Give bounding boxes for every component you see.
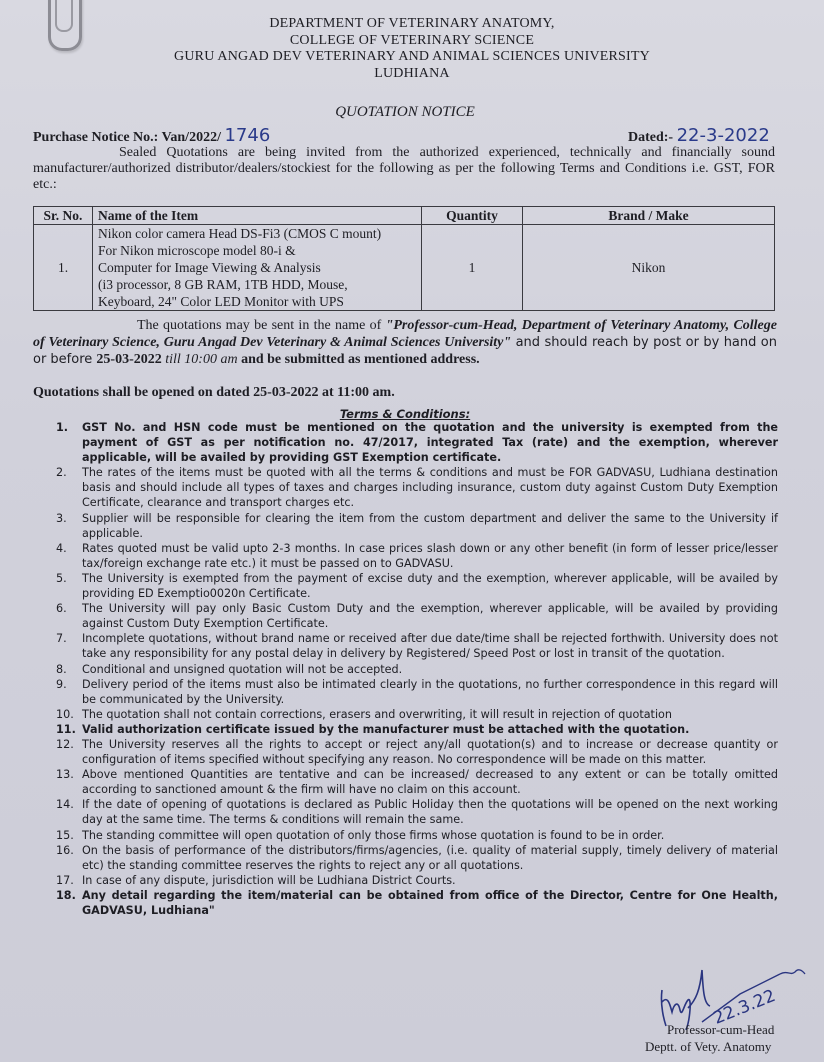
signatory-department: Deptt. of Vety. Anatomy xyxy=(645,1039,772,1054)
term-item xyxy=(56,420,778,465)
table-row xyxy=(34,225,775,311)
term-number: 10. xyxy=(56,707,74,721)
term-text: Rates quoted must be valid upto 2-3 months. In case prices slash down or any other benefit (in form of lesser price/lesser tax/foreign exchange rate etc.) it must be passed on to GADVASU. xyxy=(82,541,778,570)
letterhead xyxy=(0,16,824,82)
item-line: Nikon color camera Head DS-Fi3 (CMOS C mount) xyxy=(98,226,382,241)
term-item xyxy=(56,828,778,843)
term-number: 15. xyxy=(56,828,74,842)
submission-deadline-date: 25-03-2022 xyxy=(96,352,162,367)
cell-sr-no: 1. xyxy=(34,225,93,311)
term-text: Any detail regarding the item/material can be obtained from office of the Director, Centre for One Health, GADVASU, Ludhiana" xyxy=(82,888,778,917)
term-item xyxy=(56,843,778,873)
item-line: Computer for Image Viewing & Analysis xyxy=(98,260,321,275)
term-text: The University will pay only Basic Custom Duty and the exemption, wherever applicable, will be availed by providing against Custom Duty Exemption Certificate. xyxy=(82,602,778,631)
term-item xyxy=(56,571,778,601)
opening-date: Quotations shall be opened on dated 25-03-2022 at 11:00 am. xyxy=(33,385,395,400)
header-item-name: Name of the Item xyxy=(93,207,422,225)
signature-scribble-icon xyxy=(640,960,810,1030)
term-number: 17. xyxy=(56,873,74,887)
term-item xyxy=(56,797,778,827)
term-item xyxy=(56,873,778,888)
term-number: 3. xyxy=(56,511,67,525)
term-text: The quotation shall not contain corrections, erasers and overwriting, it will result in rejection of quotation xyxy=(82,707,672,721)
term-number: 6. xyxy=(56,602,67,616)
signatory-title: Professor-cum-Head xyxy=(667,1022,775,1037)
term-text: Incomplete quotations, without brand name or received after due date/time shall be rejected forthwith. University does not take any responsibility for any postal delay in delivery by Registered/ Speed Post or lost in transit of the quotation. xyxy=(82,632,778,661)
term-number: 2. xyxy=(56,466,67,480)
items-table xyxy=(33,206,775,311)
notice-date xyxy=(628,125,770,146)
terms-title: Terms & Conditions: xyxy=(339,407,471,421)
term-item xyxy=(56,465,778,510)
term-text: If the date of opening of quotations is declared as Public Holiday then the quotations will be opened on the next working day at the same time. The terms & conditions will remain the same. xyxy=(82,798,778,827)
header-university: GURU ANGAD DEV VETERINARY AND ANIMAL SCIENCES UNIVERSITY xyxy=(174,49,650,64)
term-number: 12. xyxy=(56,737,74,751)
term-text: Conditional and unsigned quotation will not be accepted. xyxy=(82,662,403,676)
term-item xyxy=(56,707,778,722)
header-brand: Brand / Make xyxy=(523,207,775,225)
term-item xyxy=(56,677,778,707)
term-text: Above mentioned Quantities are tentative and can be increased/ decreased to any extent or can be totally omitted according to sanctioned amount & the firm will have no claim on this account. xyxy=(82,768,778,797)
purchase-notice-label: Purchase Notice No.: Van/2022/ xyxy=(33,130,221,145)
term-item xyxy=(56,722,778,737)
submission-deadline-time: till 10:00 am xyxy=(161,352,238,367)
term-number: 8. xyxy=(56,662,67,676)
item-line: (i3 processor, 8 GB RAM, 1TB HDD, Mouse, xyxy=(98,277,348,292)
term-number: 18. xyxy=(56,888,76,902)
dated-label: Dated:- xyxy=(628,130,674,145)
term-text: The University reserves all the rights to accept or reject any/all quotation(s) and to increase or decrease quantity or configuration of items specified without specifying any reason. No correspondence will be made on this matter. xyxy=(82,737,778,767)
cell-item-name xyxy=(93,225,422,311)
header-sr-no: Sr. No. xyxy=(34,207,93,225)
term-text: The rates of the items must be quoted with all the terms & conditions and must be FOR GADVASU, Ludhiana destination basis and should include all types of taxes and charges including insurance, custom duty against Custom Duty Exemption Certificate, clearance and transport charges etc. xyxy=(82,466,778,510)
term-item xyxy=(56,737,778,767)
term-number: 14. xyxy=(56,798,74,812)
term-number: 5. xyxy=(56,571,67,585)
term-number: 1. xyxy=(56,421,69,434)
term-number: 7. xyxy=(56,632,67,646)
term-text: The University is exempted from the payment of excise duty and the exemption, wherever applicable, will be availed by providing ED Exemptio0020n Certificate. xyxy=(82,571,778,601)
term-text: Delivery period of the items must also be intimated clearly in the quotations, no further correspondence in this regard will be communicated by the University. xyxy=(82,677,778,706)
term-number: 16. xyxy=(56,843,74,857)
submission-text-1: The quotations may be sent in the name of xyxy=(137,318,386,333)
term-text: Supplier will be responsible for clearing the item from the custom department and deliver the same to the University if applicable. xyxy=(82,511,778,540)
table-header-row xyxy=(34,207,775,225)
term-number: 4. xyxy=(56,541,67,555)
handwritten-signature xyxy=(640,960,810,1030)
header-city: LUDHIANA xyxy=(374,65,450,81)
intro-paragraph xyxy=(33,145,775,193)
term-text: GST No. and HSN code must be mentioned on the quotation and the university is exempted from the payment of GST as per notification no. 47/2017, integrated Tax (rate) and the exemption, wherever applicable, will be availed by providing GST Exemption certificate. xyxy=(82,421,778,465)
cell-quantity: 1 xyxy=(422,225,523,311)
submission-paragraph xyxy=(33,317,777,368)
intro-text: Sealed Quotations are being invited from the authorized experienced, technically and financially sound manufacturer/authorized distributor/dealers/stockiest for the following as per the following Terms and Conditions i.e. GST, FOR etc.: xyxy=(33,145,775,192)
term-text: In case of any dispute, jurisdiction will be Ludhiana District Courts. xyxy=(82,873,456,887)
term-item xyxy=(56,541,778,571)
dated-handwritten-value: 22-3-2022 xyxy=(676,125,770,146)
item-line: For Nikon microscope model 80-i & xyxy=(98,243,296,258)
cell-brand: Nikon xyxy=(523,225,775,311)
notice-title: QUOTATION NOTICE xyxy=(335,104,475,120)
item-line: Keyboard, 24" Color LED Monitor with UPS xyxy=(98,294,344,309)
submission-text-2: and should reach by post or by hand on or before xyxy=(33,335,777,367)
submission-text-3: and be submitted as mentioned address. xyxy=(237,352,480,367)
term-text: On the basis of performance of the distributors/firms/agencies, (i.e. quality of material supply, timely delivery of material etc) the standing committee reserves the rights to reject any or all quotations. xyxy=(82,843,778,872)
term-number: 13. xyxy=(56,768,74,782)
term-item xyxy=(56,601,778,631)
addressee: "Professor-cum-Head, Department of Veterinary Anatomy, College of Veterinary Science, Guru Angad Dev Veterinary & Animal Sciences University" xyxy=(33,318,777,350)
term-item xyxy=(56,662,778,677)
term-number: 11. xyxy=(56,722,76,736)
term-item xyxy=(56,767,778,797)
header-department: DEPARTMENT OF VETERINARY ANATOMY, xyxy=(269,16,555,31)
signature-date: 22.3.22 xyxy=(710,985,779,1029)
term-item xyxy=(56,631,778,661)
purchase-notice-number xyxy=(33,125,270,146)
term-text: Valid authorization certificate issued by the manufacturer must be attached with the quotation. xyxy=(82,722,690,736)
term-item xyxy=(56,888,778,918)
term-text: The standing committee will open quotation of only those firms whose quotation is found to be in order. xyxy=(82,828,665,842)
purchase-notice-handwritten-number: 1746 xyxy=(224,125,271,146)
header-quantity: Quantity xyxy=(422,207,523,225)
term-item xyxy=(56,511,778,541)
header-college: COLLEGE OF VETERINARY SCIENCE xyxy=(289,32,535,48)
term-number: 9. xyxy=(56,677,67,691)
terms-list xyxy=(56,420,778,918)
